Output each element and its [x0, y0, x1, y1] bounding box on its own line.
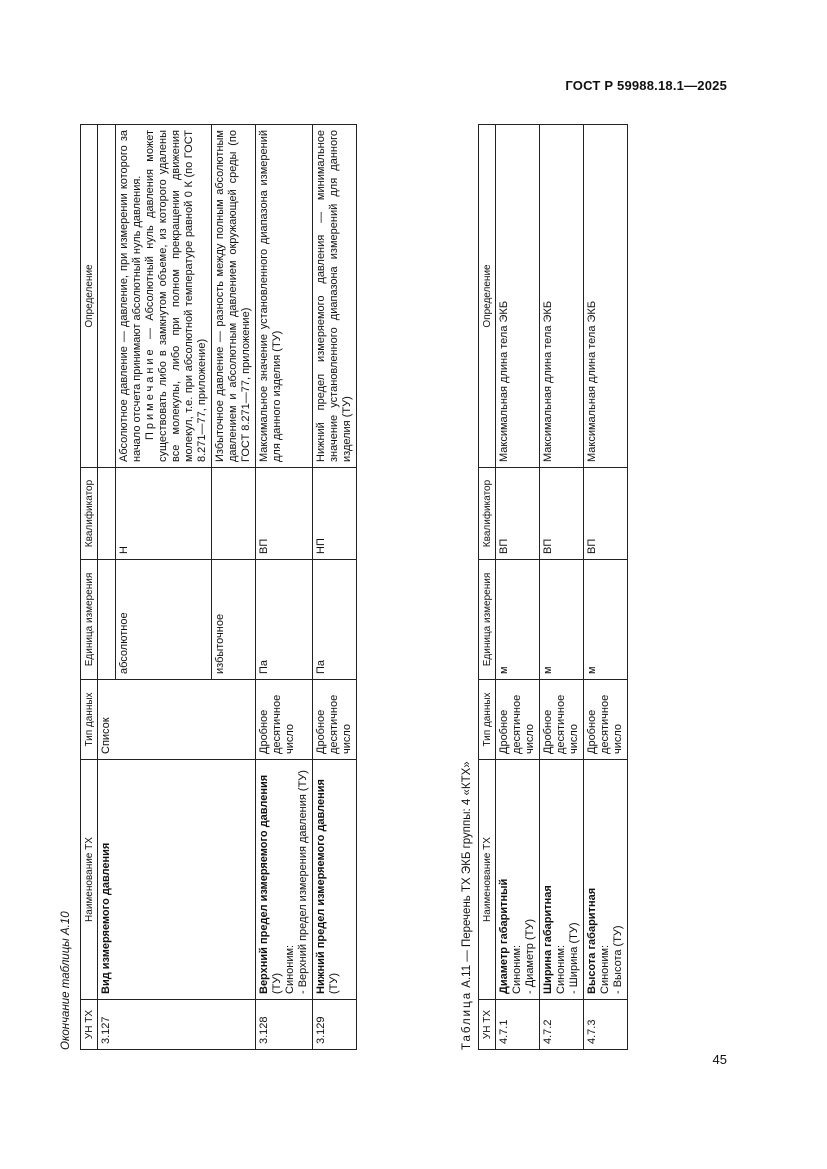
- cell-name: [584, 760, 628, 1000]
- cell-name: [255, 760, 312, 1000]
- table-row: [496, 125, 540, 1050]
- cell-definition: Максимальная длина тела ЭКБ: [496, 125, 540, 468]
- table-header-row: [479, 125, 496, 1050]
- definition-note: [144, 130, 209, 462]
- definition-text: Абсолютное давление — давление, при измерении которого за начало отсчета принимают абсолютный нуль давления.: [117, 130, 143, 462]
- cell-qualifier: ВП: [255, 468, 312, 560]
- cell-definition: Максимальное значение установленного диапазона измерений для данного изделия (ТУ): [255, 125, 312, 468]
- col-header-qualifier: Квалификатор: [479, 468, 496, 560]
- name-rest: (ТУ): [270, 972, 283, 994]
- name-bold: Диаметр габаритный: [498, 878, 510, 994]
- cell-unit-empty: [98, 560, 116, 680]
- cell-name: [312, 760, 356, 1000]
- name-rest: (ТУ): [327, 972, 340, 994]
- name-bold: Верхний предел измеряемого давления: [257, 774, 270, 994]
- caption-prefix: Таблица: [461, 990, 473, 1050]
- cell-name: [540, 760, 584, 1000]
- cell-data-type: Дробное десятичное число: [255, 680, 312, 760]
- synonym-label: Синоним:: [555, 944, 567, 994]
- name-bold: Высота габаритная: [586, 887, 598, 994]
- cell-data-type: Дробное десятичное число: [496, 680, 540, 760]
- cell-definition: [115, 125, 211, 468]
- synonym: - Верхний предел измерения давления (ТУ): [296, 770, 309, 994]
- cell-code: 4.7.1: [496, 1000, 540, 1050]
- synonym-label: Синоним:: [599, 944, 611, 994]
- cell-code: 4.7.2: [540, 1000, 584, 1050]
- cell-qualifier: Н: [115, 468, 211, 560]
- table-a10-continuation: [80, 124, 357, 1050]
- cell-unit: абсолютное: [115, 560, 211, 680]
- table-header-row: [81, 125, 98, 1050]
- table-row: [255, 125, 312, 1050]
- col-header-name: Наименование ТХ: [479, 760, 496, 1000]
- synonym-label: Синоним:: [283, 944, 296, 994]
- cell-unit: Па: [255, 560, 312, 680]
- landscape-content: [60, 115, 720, 1060]
- col-header-unit: Единица измерения: [81, 560, 98, 680]
- col-header-code: УН ТХ: [81, 1000, 98, 1050]
- cell-unit: м: [496, 560, 540, 680]
- note-label: Примечание: [143, 346, 156, 440]
- col-header-data-type: Тип данных: [81, 680, 98, 760]
- col-header-definition: Определение: [479, 125, 496, 468]
- cell-name: Вид измеряемого давления: [98, 760, 256, 1000]
- table-a11: [478, 124, 628, 1050]
- continuation-caption: Окончание таблицы А.10: [60, 911, 72, 1050]
- cell-code: 3.128: [255, 1000, 312, 1050]
- col-header-qualifier: Квалификатор: [81, 468, 98, 560]
- cell-qualifier-empty: [211, 468, 255, 560]
- table-row: [540, 125, 584, 1050]
- cell-data-type: Список: [98, 680, 116, 760]
- synonym: - Диаметр (ТУ): [524, 919, 536, 994]
- col-header-unit: Единица измерения: [479, 560, 496, 680]
- name-bold: Нижний предел измеряемого давления: [314, 779, 327, 994]
- cell-qualifier-empty: [98, 468, 116, 560]
- cell-unit: м: [584, 560, 628, 680]
- page-number: 45: [712, 1052, 727, 1067]
- cell-name: [496, 760, 540, 1000]
- col-header-definition: Определение: [81, 125, 98, 468]
- cell-qualifier: ВП: [540, 468, 584, 560]
- note-text: — Абсолютный нуль давления может существовать либо в замкнутом объеме, из которого удалены все молекулы, либо при полном прекращении движения молекул, т.е. при абсолютной температуре равной 0 К (по ГОСТ 8.271—77, приложение): [143, 130, 208, 462]
- cell-qualifier: ВП: [584, 468, 628, 560]
- cell-definition: Максимальная длина тела ЭКБ: [584, 125, 628, 468]
- cell-definition-empty: [98, 125, 116, 468]
- synonym: - Высота (ТУ): [612, 925, 624, 994]
- cell-definition: Избыточное давление — разность между полным абсолютным давлением и абсолютным давлением окружающей среды (по ГОСТ 8.271—77, приложение): [211, 125, 255, 468]
- document-header: ГОСТ Р 59988.18.1—2025: [565, 78, 727, 93]
- table-row: [312, 125, 356, 1050]
- cell-data-type: Дробное десятичное число: [540, 680, 584, 760]
- cell-code: 4.7.3: [584, 1000, 628, 1050]
- cell-unit: м: [540, 560, 584, 680]
- cell-qualifier: ВП: [496, 468, 540, 560]
- col-header-code: УН ТХ: [479, 1000, 496, 1050]
- cell-definition: Максимальная длина тела ЭКБ: [540, 125, 584, 468]
- cell-data-type: Дробное десятичное число: [584, 680, 628, 760]
- cell-data-type: Дробное десятичное число: [312, 680, 356, 760]
- table-row: [98, 125, 116, 1050]
- cell-unit: Па: [312, 560, 356, 680]
- caption-rest: А.11 — Перечень ТХ ЭКБ группы: 4 «КТХ»: [461, 761, 473, 991]
- table-row: [584, 125, 628, 1050]
- cell-unit: избыточное: [211, 560, 255, 680]
- col-header-name: Наименование ТХ: [81, 760, 98, 1000]
- synonym: - Ширина (ТУ): [568, 922, 580, 994]
- cell-data-type-span: [115, 680, 255, 760]
- table-a11-caption: [461, 761, 473, 1050]
- cell-code: 3.129: [312, 1000, 356, 1050]
- name-bold: Ширина габаритная: [542, 885, 554, 994]
- col-header-data-type: Тип данных: [479, 680, 496, 760]
- synonym-label: Синоним:: [511, 944, 523, 994]
- cell-definition: Нижний предел измеряемого давления — минимальное значение установленного диапазона измерений для данного изделия (ТУ): [312, 125, 356, 468]
- cell-code: 3.127: [98, 1000, 256, 1050]
- cell-qualifier: НП: [312, 468, 356, 560]
